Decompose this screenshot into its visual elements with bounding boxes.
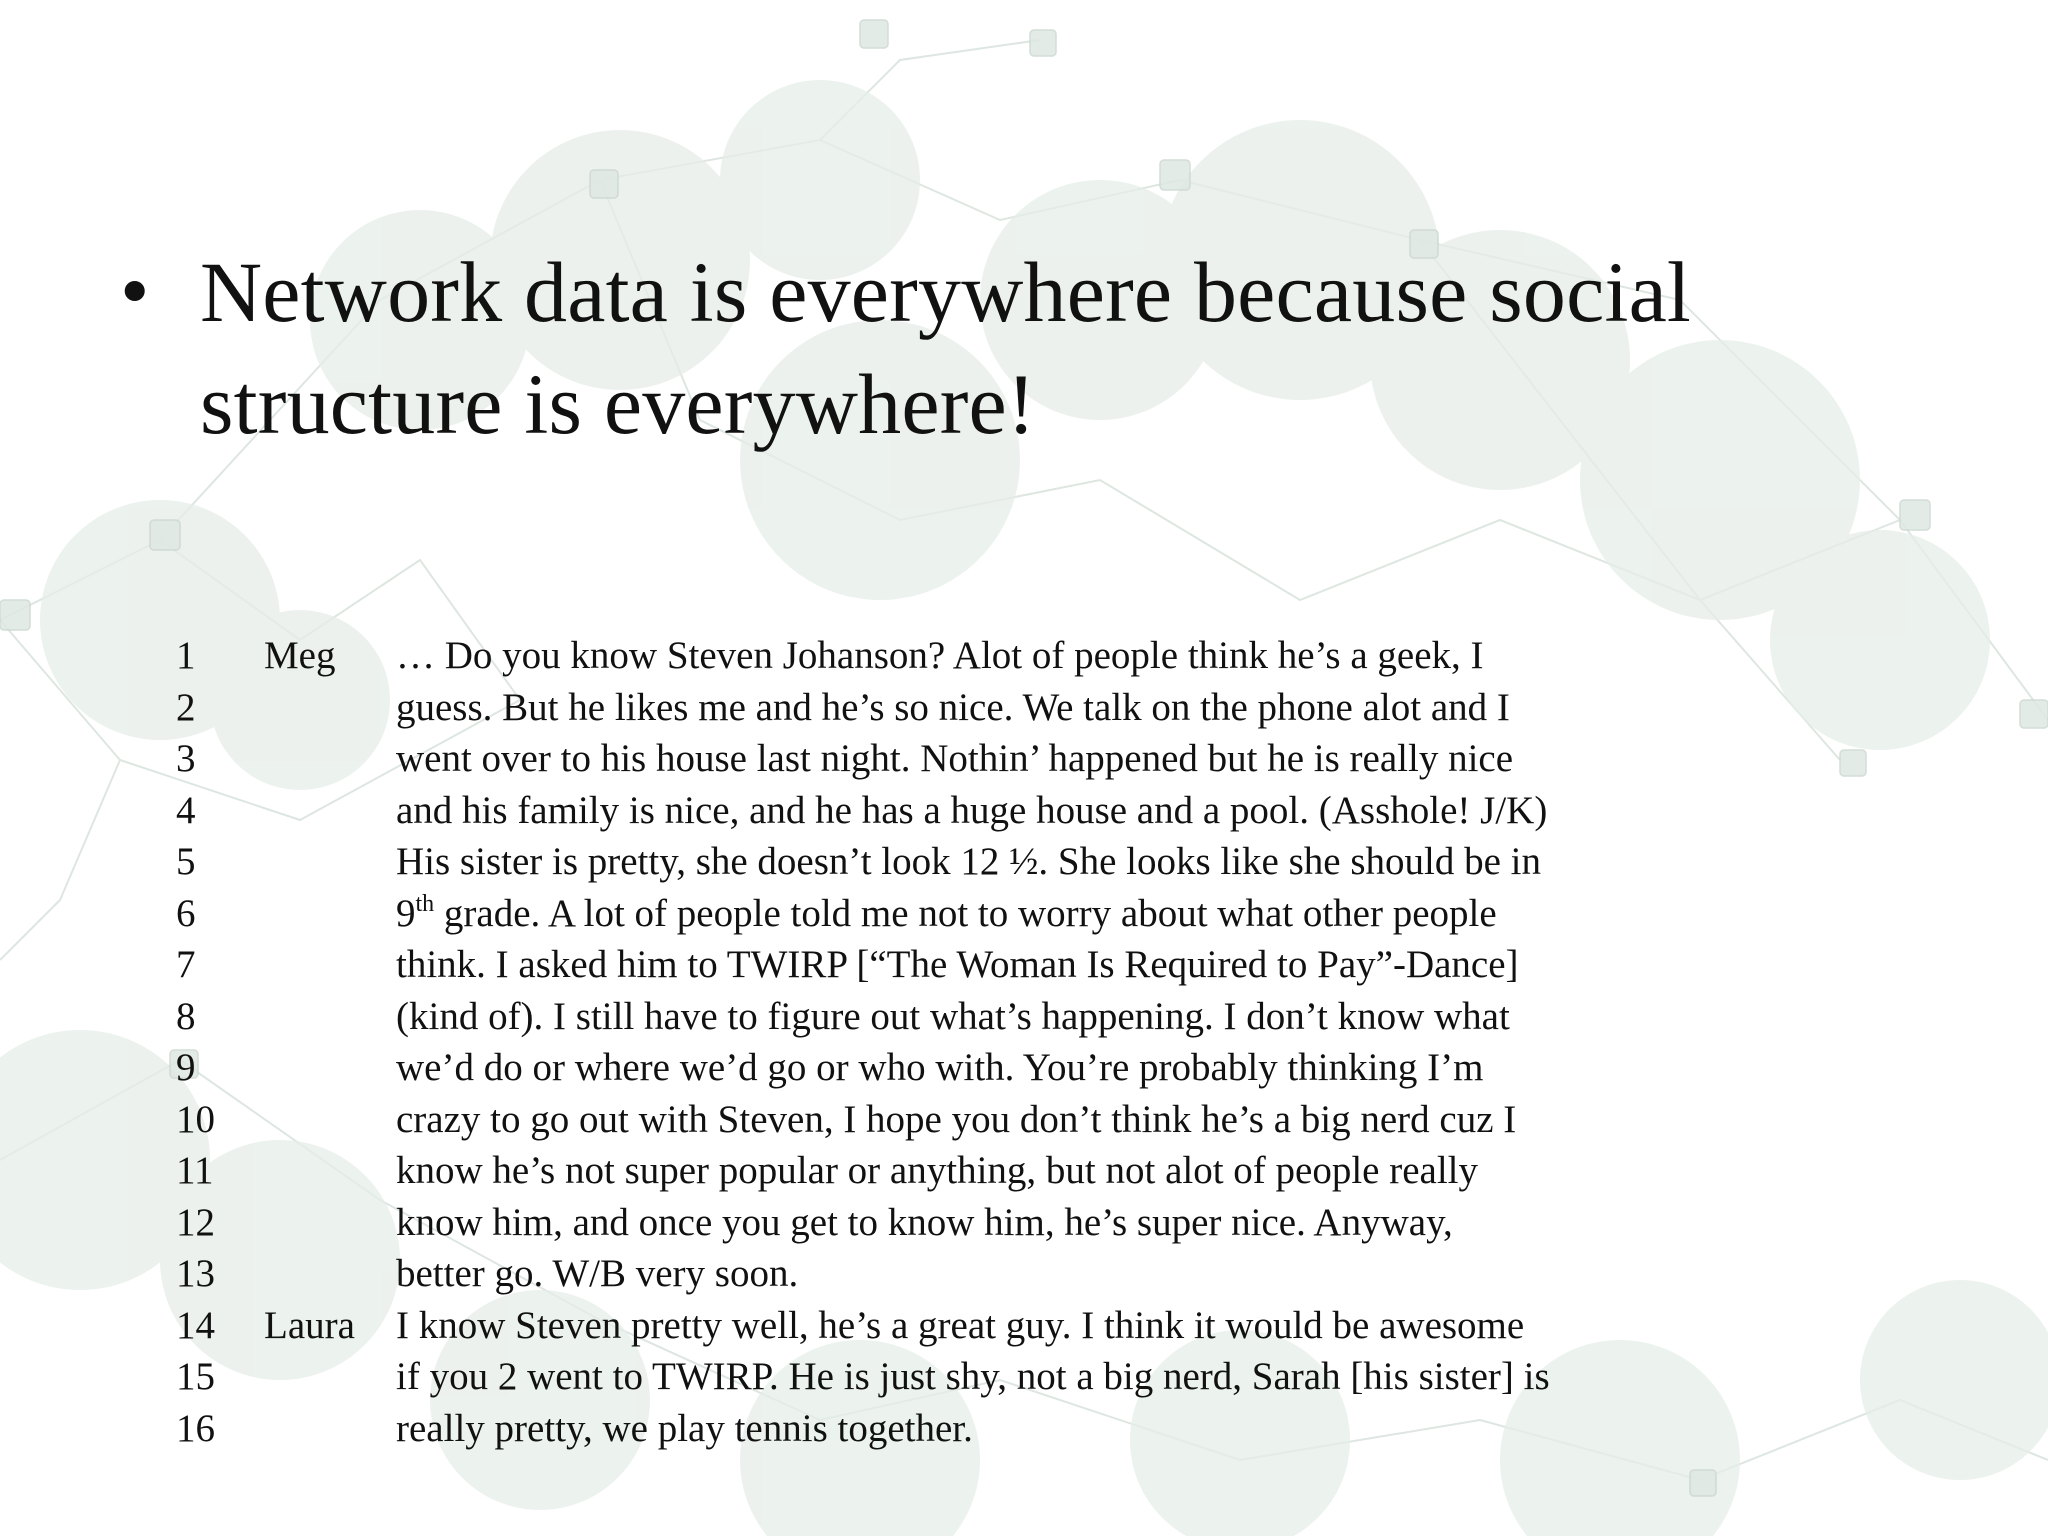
speaker-name [264,785,396,837]
line-text: know he’s not super popular or anything, but not alot of people really [396,1149,1479,1192]
line-number: 3 [176,737,196,780]
line-number: 6 [176,891,196,935]
line-number: 14 [176,1303,215,1347]
transcript-line [176,1403,1796,1455]
line-number: 15 [176,1355,215,1398]
line-number: 7 [176,943,196,986]
transcript-line [176,1042,1796,1094]
line-text: know him, and once you get to know him, he’s super nice. Anyway, [396,1200,1453,1244]
transcript-line [176,682,1796,734]
transcript-line [176,1094,1796,1146]
speaker-name [264,1197,396,1249]
transcript-line [176,888,1796,940]
line-text: His sister is pretty, she doesn’t look 12 ½. She looks like she should be in [396,840,1542,883]
line-number: 9 [176,1046,196,1089]
line-text: guess. But he likes me and he’s so nice. We talk on the phone alot and I [396,685,1510,729]
line-number: 5 [176,840,196,883]
transcript-line [176,1248,1796,1300]
speaker-name [264,991,396,1043]
line-number: 1 [176,634,196,677]
transcript-line [176,836,1796,888]
speaker-name [264,1042,396,1094]
line-number: 2 [176,685,196,729]
transcript-line [176,991,1796,1043]
line-number: 16 [176,1406,215,1450]
line-text: if you 2 went to TWIRP. He is just shy, not a big nerd, Sarah [his sister] is [396,1355,1550,1398]
transcript-line [176,1197,1796,1249]
slide-title: Network data is everywhere because social structure is everywhere! [200,244,1692,452]
line-text-rest: grade. A lot of people told me not to worry about what other people [434,891,1497,935]
slide-title-block [120,236,1950,460]
line-text-grade-number: 9 [396,891,416,935]
speaker-name [264,733,396,785]
line-text: really pretty, we play tennis together. [396,1406,973,1450]
line-number: 11 [176,1149,214,1192]
speaker-name [264,682,396,734]
line-number: 10 [176,1097,215,1141]
transcript-line [176,733,1796,785]
speaker-name: Laura [264,1303,355,1347]
line-text: (kind of). I still have to figure out what’s happening. I don’t know what [396,994,1510,1038]
transcript-line [176,630,1796,682]
line-text [396,888,1796,940]
ordinal-suffix: th [415,890,435,917]
line-number: 12 [176,1200,215,1244]
speaker-name [264,836,396,888]
speaker-name [264,888,396,940]
speaker-name [264,1403,396,1455]
line-text: better go. W/B very soon. [396,1252,799,1295]
line-text: crazy to go out with Steven, I hope you don’t think he’s a big nerd cuz I [396,1097,1517,1141]
line-text: think. I asked him to TWIRP [“The Woman Is Required to Pay”-Dance] [396,943,1519,986]
transcript-line [176,1145,1796,1197]
transcript-line [176,785,1796,837]
speaker-name [264,1094,396,1146]
speaker-name [264,939,396,991]
line-text: I know Steven pretty well, he’s a great guy. I think it would be awesome [396,1303,1525,1347]
line-text: went over to his house last night. Nothin’ happened but he is really nice [396,737,1514,780]
line-number: 13 [176,1252,215,1295]
transcript-line [176,1300,1796,1352]
line-text: and his family is nice, and he has a huge house and a pool. (Asshole! J/K) [396,788,1548,832]
speaker-name [264,1248,396,1300]
transcript-block [176,630,1796,1454]
line-text: we’d do or where we’d go or who with. You’re probably thinking I’m [396,1046,1484,1089]
speaker-name: Meg [264,634,336,677]
bullet-marker: • [120,245,150,338]
line-text: … Do you know Steven Johanson? Alot of people think he’s a geek, I [396,634,1484,677]
transcript-line [176,1351,1796,1403]
speaker-name [264,1351,396,1403]
line-number: 4 [176,788,196,832]
line-number: 8 [176,994,196,1038]
speaker-name [264,1145,396,1197]
transcript-line [176,939,1796,991]
